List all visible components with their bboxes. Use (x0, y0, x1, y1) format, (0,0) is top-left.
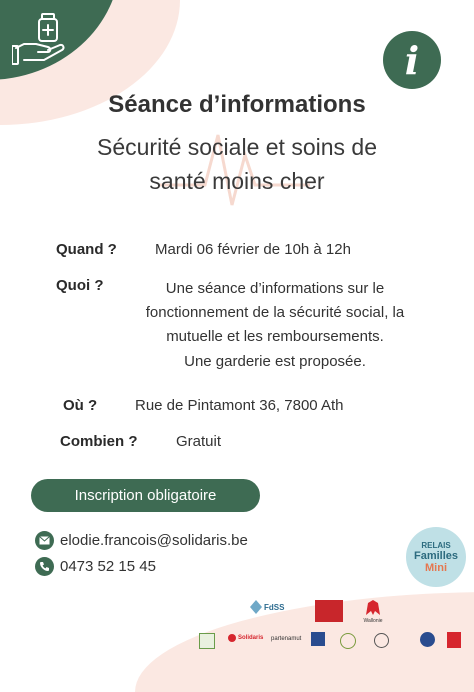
phone-icon (35, 557, 54, 576)
page-subtitle (30, 130, 444, 198)
fdss-label: FdSS (264, 602, 285, 612)
quoi-line-1: Une séance d’informations sur le (165, 280, 385, 297)
garderie-note: Une garderie est proposée. (184, 353, 366, 370)
phone-link[interactable]: 0473 52 15 45 (60, 558, 156, 575)
partenamut-logo (271, 636, 301, 642)
partenamut-label: partenamut (271, 636, 302, 642)
quand-label: Quand ? (56, 241, 117, 258)
quoi-value (110, 277, 440, 349)
inscription-button[interactable]: Inscription obligatoire (31, 479, 260, 512)
combien-value: Gratuit (176, 433, 222, 450)
partner-logo-5 (447, 632, 461, 648)
partner-logo-2 (340, 633, 356, 649)
partner-logo-4 (420, 632, 435, 647)
wallonie-label: Wallonie (363, 618, 383, 624)
ou-value: Rue de Pintamont 36, 7800 Ath (135, 397, 344, 414)
ou-label: Où ? (63, 397, 98, 414)
subtitle-line-2: santé moins cher (149, 168, 325, 194)
quand-value: Mardi 06 février de 10h à 12h (155, 241, 351, 258)
quoi-label: Quoi ? (56, 277, 104, 294)
hand-medicine-icon (12, 8, 74, 68)
partner-logo-3 (374, 633, 389, 648)
partner-logo-1 (199, 633, 215, 649)
relais-familles-logo (406, 527, 466, 587)
combien-label: Combien ? (60, 433, 138, 450)
quoi-line-2: fonctionnement de la sécurité social, la (145, 304, 405, 321)
page-title: Séance d’informations (108, 91, 366, 118)
mail-icon (35, 531, 54, 550)
quoi-line-3: mutuelle et les remboursements. (166, 328, 384, 345)
partner-logo-ml (311, 632, 325, 646)
solidaris-label: Solidaris (238, 635, 264, 641)
relais-logo-line2: Familles (413, 549, 459, 562)
solidaris-logo (228, 634, 263, 642)
relais-logo-line1: RELAIS (421, 540, 451, 550)
wallonie-logo (363, 599, 383, 624)
subtitle-line-1: Sécurité sociale et soins de (97, 134, 377, 160)
relais-logo-line3: Mini (425, 561, 447, 574)
info-icon: i (383, 31, 441, 89)
fdss-logo (250, 600, 284, 614)
email-link[interactable]: elodie.francois@solidaris.be (60, 532, 248, 549)
plan-logo (315, 600, 343, 622)
